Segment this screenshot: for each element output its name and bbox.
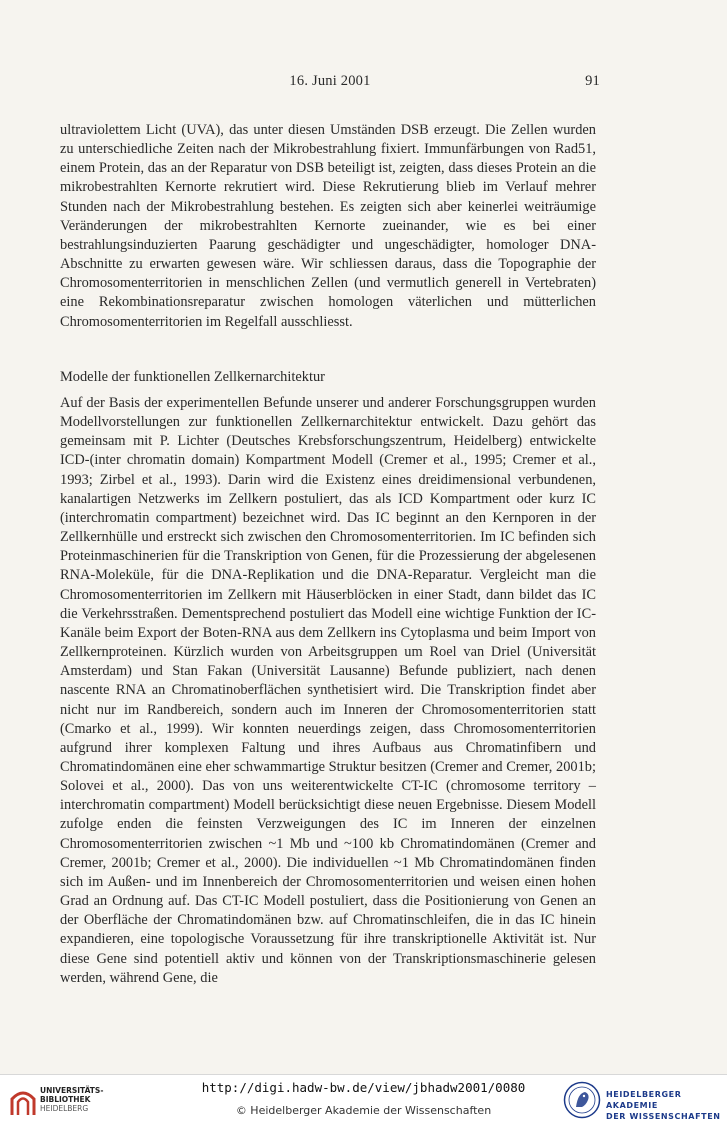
digitization-footer — [0, 1074, 727, 1126]
running-head-date: 16. Juni 2001 — [289, 73, 371, 89]
paragraph-text: Auf der Basis der experimentellen Befunde unserer und anderer Forschungsgruppen wurden Modellvorstellungen zur funktionellen Zellkernarchitektur entwickelt. Dazu gehört das gemeinsam mit P. Lichter (Deutsches Krebsforschungszentrum, Heidelberg) entwickelte ICD-(inter chromatin domain) Kompartment Modell (Cremer et al., 1995; Cremer et al., 1993; Zirbel et al., 1993). Darin wird die Existenz eines dreidimensional verbundenen, kanalartigen Netzwerks im Zellkern postuliert, das als ICD Kompartment oder kurz IC (interchromatin compartment) bezeichnet wird. Das IC beginnt an den Kernporen in der Zellkernhülle und erstreckt sich zwischen den Chromosomenterritorien. Im IC befinden sich Proteinmaschinerien für die Transkription von Genen, für die Prozessierung der abgelesenen RNA-Moleküle, für die DNA-Replikation und die DNA-Reparatur. Vergleicht man die Chromosomenterritorien im Zellkern mit Häuserblöcken in einer Stadt, dann bildet das IC die Verkehrsstraßen. Dementsprechend postuliert das Modell eine wichtige Funktion der IC-Kanäle beim Export der Boten-RNA aus dem Zellkern ins Cytoplasma und beim Import von Zellkernproteinen. Kürzlich wurden von Arbeitsgruppen um Roel van Driel (Universität Amsterdam) und Stan Fakan (Universität Lausanne) Befunde publiziert, nach denen nascente RNA an Chromatinoberflächen synthetisiert wird. Die Transkription findet aber nicht nur im Randbereich, sondern auch im Inneren der Chromosomenterritorien statt (Cmarko et al., 1999). Wir konnten neuerdings zeigen, dass Chromosomenterritorien aufgrund ihrer komplexen Faltung und ihres Aufbaus aus Chromatinfibern und Chromatindomänen eine eher schwammartige Struktur besitzen (Cremer and Cremer, 2001b; Solovei et al., 2000). Das von uns weiterentwickelte CT-IC (chromosome territory – interchromatin compartment) Modell berücksichtigt diese neuen Ergebnisse. Diesem Modell zufolge enden die feinsten Verzweigungen des IC im Inneren der einzelnen Chromosomenterritorien zwischen ~1 Mb und ~100 kb Chromatindomänen (Cremer and Cremer, 2001b; Cremer et al., 2000). Die individuellen ~1 Mb Chromatindomänen finden sich im Außen- und im Innenbereich der Chromosomenterritorien und weisen einen hohen Grad an Ordnung auf. Das CT-IC Modell postuliert, dass die Positionierung von Genen an der Oberfläche der Chromatindomänen bzw. auf Chromatinschleifen, die in das IC hinein expandieren, eine topologische Voraussetzung für ihre transkriptionelle Aktivität ist. Nur diese Gene sind potentiell aktiv und können von der Transkriptionsmaschinerie gelesen werden, während Gene, die — [60, 395, 596, 986]
page-number: 91 — [585, 73, 600, 89]
body-paragraph-1 — [60, 121, 596, 332]
permalink-url[interactable]: http://digi.hadw-bw.de/view/jbhadw2001/0080 — [201, 1080, 526, 1095]
library-name: UNIVERSITÄTS- BIBLIOTHEK HEIDELBERG — [40, 1086, 104, 1113]
paragraph-text: ultraviolettem Licht (UVA), das unter diesen Umständen DSB erzeugt. Die Zellen wurden zu unterschiedliche Zeiten nach der Mikrobestrahlung fixiert. Immunfärbungen von Rad51, einem Protein, das an der Reparatur von DSB beteiligt ist, zeigten, dass dieses Protein an die mikrobestrahlten Kernorte rekrutiert wird. Diese Rekrutierung blieb im Verlauf mehrer Stunden nach der Mikrobestrahlung bestehen. Es zeigten sich aber keinerlei weiträumige Veränderungen der mikrobestrahlten Kernorte zueinander, wie es bei einer bestrahlungsinduzierten Paarung geschädigter und ungeschädigter, homologer DNA-Abschnitte zu erwarten gewesen wäre. Wir schliessen daraus, dass die Topographie der Chromosomenterritorien in menschlichen Zellen (und vermutlich generell in Vertebraten) eine Rekombinationsreparatur zwischen homologen väterlichen und mütterlichen Chromosomenterritorien im Regelfall ausschliesst. — [60, 122, 596, 330]
academy-name: HEIDELBERGER AKADEMIE DER WISSENSCHAFTEN — [606, 1090, 721, 1121]
section-heading: Modelle der funktionellen Zellkernarchitektur — [60, 369, 325, 385]
running-head — [60, 73, 600, 93]
academy-seal-icon — [563, 1081, 601, 1119]
body-paragraph-2 — [60, 394, 596, 988]
copyright-notice: © Heidelberger Akademie der Wissenschaften — [235, 1104, 492, 1117]
